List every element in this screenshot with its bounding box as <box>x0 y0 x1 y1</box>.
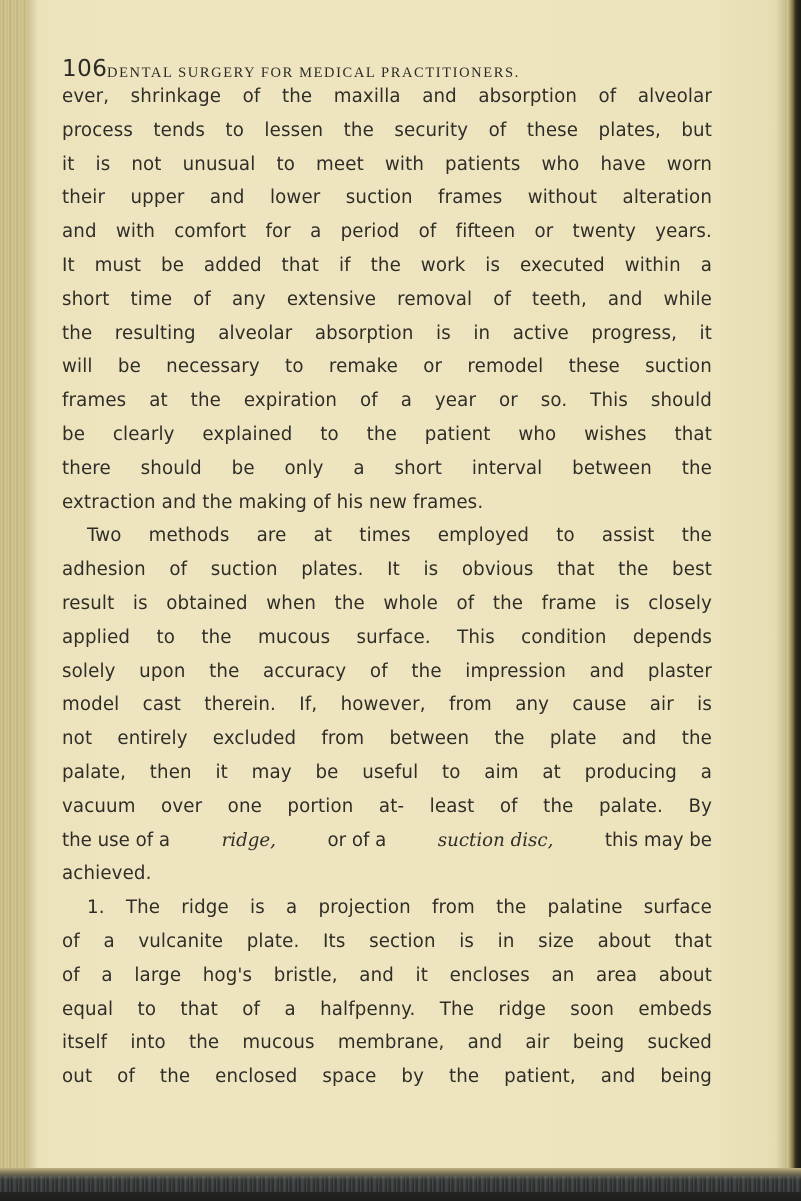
gutter-shadow <box>28 0 38 1201</box>
text-line: adhesion of suction plates. It is obvious that the best <box>62 559 712 581</box>
text-line: it is not unusual to meet with patients who have worn <box>62 153 712 175</box>
text-fragment: or of a <box>327 829 387 851</box>
text-line: the resulting alveolar absorption is in active progress, it <box>62 322 712 344</box>
text-line: not entirely excluded from between the plate and the <box>62 728 712 750</box>
text-line: and with comfort for a period of fifteen or twenty years. <box>62 221 712 243</box>
text-line: ever, shrinkage of the maxilla and absorption of alveolar <box>62 86 712 107</box>
text-fragment: this may be <box>604 829 712 851</box>
text-line: will be necessary to remake or remodel these suction <box>62 356 712 378</box>
binding-gutter <box>0 0 28 1201</box>
text-fragment: the use of a <box>62 829 171 851</box>
text-line: extraction and the making of his new frames. <box>62 491 484 513</box>
text-line: achieved. <box>62 863 152 885</box>
text-line: It must be added that if the work is executed within a <box>62 254 712 276</box>
text-line: of a large hog's bristle, and it encloses an area about <box>62 964 712 986</box>
text-line: Two methods are at times employed to assist the <box>87 525 712 547</box>
text-line: itself into the mucous membrane, and air being sucked <box>62 1032 712 1054</box>
text-line: result is obtained when the whole of the frame is closely <box>62 592 712 614</box>
scan-bottom-texture <box>0 1176 801 1192</box>
text-line: out of the enclosed space by the patient, and being <box>62 1066 712 1088</box>
text-line-with-italics <box>62 824 712 858</box>
running-head: DENTAL SURGERY FOR MEDICAL PRACTITIONERS. <box>107 65 520 81</box>
text-line: palate, then it may be useful to aim at producing a <box>62 761 712 783</box>
text-line: there should be only a short interval between the <box>62 457 712 479</box>
text-line: applied to the mucous surface. This condition depends <box>62 626 712 648</box>
page-right-edge <box>787 0 801 1201</box>
text-line: 1. The ridge is a projection from the palatine surface <box>87 897 712 919</box>
text-line: equal to that of a halfpenny. The ridge soon embeds <box>62 998 712 1020</box>
text-line: solely upon the accuracy of the impression and plaster <box>62 660 712 682</box>
text-line: of a vulcanite plate. Its section is in size about that <box>62 930 712 952</box>
body-text <box>62 80 712 1094</box>
text-line: model cast therein. If, however, from any cause air is <box>62 694 712 716</box>
page-number: 106 <box>62 56 108 82</box>
text-line: their upper and lower suction frames without alteration <box>62 187 712 209</box>
text-line: be clearly explained to the patient who wishes that <box>62 423 712 445</box>
italic-term-suction-disc: suction disc, <box>437 829 554 851</box>
right-edge-shadow <box>775 0 787 1201</box>
text-line: frames at the expiration of a year or so. This should <box>62 390 712 412</box>
text-line: process tends to lessen the security of these plates, but <box>62 119 712 141</box>
text-line: short time of any extensive removal of teeth, and while <box>62 288 712 310</box>
italic-term-ridge: ridge, <box>221 829 276 851</box>
text-line: vacuum over one portion at- least of the palate. By <box>62 795 712 817</box>
